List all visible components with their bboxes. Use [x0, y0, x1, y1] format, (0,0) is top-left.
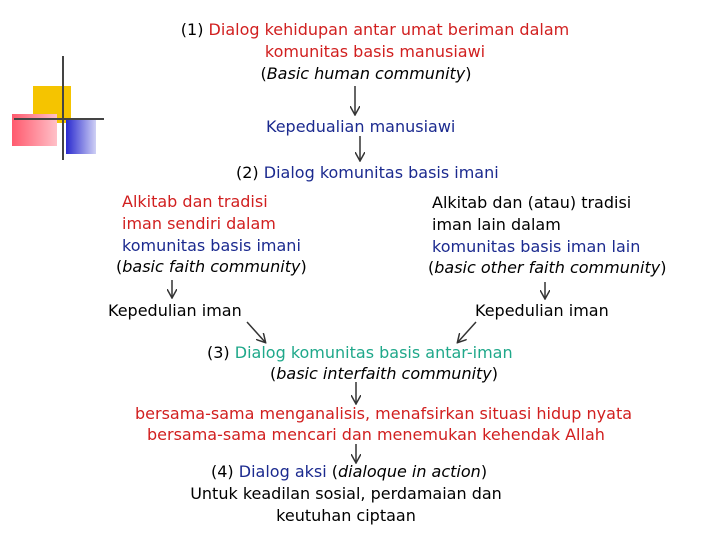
step4-line2: Untuk keadilan sosial, perdamaian dan — [190, 484, 502, 503]
kepedulian-iman-left: Kepedulian iman — [108, 301, 242, 320]
arrow-left-kepedulian-to-step3 — [247, 322, 265, 342]
right-box-english-term: basic other faith community — [434, 258, 661, 277]
step2-heading — [236, 163, 499, 183]
arrow-right-kepedulian-to-step3 — [458, 322, 476, 342]
step4-line3: keutuhan ciptaan — [276, 506, 416, 525]
step4-title: Dialog aksi — [238, 462, 327, 481]
step2-number: (2) — [236, 163, 259, 182]
analysis-line1: bersama-sama menganalisis, menafsirkan situasi hidup nyata — [135, 404, 633, 423]
right-box-line4: (basic other faith community) — [428, 258, 667, 277]
step1-number: (1) — [180, 20, 204, 39]
right-box-line3: komunitas basis iman lain — [432, 237, 641, 256]
right-box-line1: Alkitab dan (atau) tradisi — [432, 193, 632, 212]
step1-title: Dialog kehidupan antar umat beriman dalam — [208, 20, 570, 39]
left-box-line2: iman sendiri dalam — [122, 214, 276, 233]
step3-title: Dialog komunitas basis antar-iman — [234, 343, 513, 362]
left-box-english-term: basic faith community — [122, 257, 301, 276]
step2-title: Dialog komunitas basis imani — [263, 163, 499, 182]
right-box-line2: iman lain dalam — [432, 215, 561, 234]
left-box-line3: komunitas basis imani — [122, 236, 301, 255]
step3-english-term: basic interfaith community — [276, 364, 492, 383]
step3-line2: (basic interfaith community) — [270, 364, 499, 383]
analysis-line2: bersama-sama mencari dan menemukan kehendak Allah — [147, 425, 605, 444]
step3-heading — [207, 343, 513, 363]
step4-heading: (4) Dialog aksi (dialoque in action) — [211, 462, 488, 481]
kepedualian-manusiawi: Kepedualian manusiawi — [266, 117, 456, 136]
step1-line3: (Basic human community) — [260, 64, 472, 83]
kepedulian-iman-right: Kepedulian iman — [475, 301, 609, 320]
step4-number: (4) — [211, 462, 234, 481]
step1-line2: komunitas basis manusiawi — [264, 42, 486, 61]
left-box-line1: Alkitab dan tradisi — [122, 192, 268, 211]
step3-number: (3) — [207, 343, 230, 362]
step1-line1 — [100, 20, 650, 40]
left-box-line4: (basic faith community) — [116, 257, 307, 276]
step1-english-term: Basic human community — [266, 64, 466, 83]
step4-english-term: dialoque in action — [338, 462, 481, 481]
